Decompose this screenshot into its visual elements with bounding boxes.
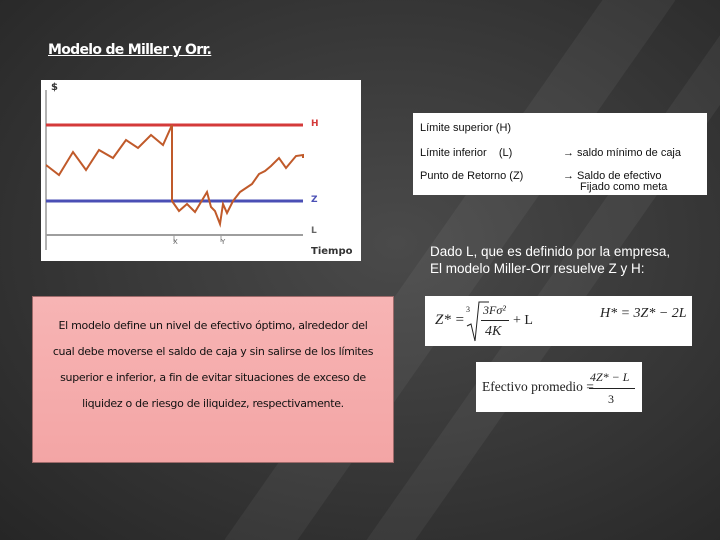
lower-limit-text: Límite inferior (L) — [420, 147, 513, 159]
return-point-text: Punto de Retorno (Z) — [420, 170, 524, 182]
formula-average-cash — [476, 362, 642, 412]
arrow-icon: → — [563, 170, 574, 182]
description-line: cual debe moverse el saldo de caja y sin salirse de los límites — [52, 345, 374, 358]
fraction-bar — [481, 320, 509, 321]
formula-z-h — [425, 296, 692, 346]
description-line: El modelo define un nivel de efectivo óptimo, alrededor del — [58, 319, 368, 332]
average-cash-numerator: 4Z* − L — [590, 370, 630, 384]
h-star-formula: H* = 3Z* − 2L — [600, 306, 687, 321]
arrow-icon: → — [563, 147, 574, 159]
model-description-box — [32, 296, 394, 463]
average-cash-denominator: 3 — [608, 392, 614, 406]
cash-balance-path — [46, 125, 303, 224]
y-axis-label: $ — [51, 82, 58, 93]
label-z: Z — [311, 195, 318, 205]
model-explanation-line1: Dado L, que es definido por la empresa, — [430, 244, 671, 259]
z-denominator: 4K — [485, 324, 502, 339]
model-explanation — [430, 243, 700, 277]
upper-limit-text: Límite superior (H) — [420, 122, 512, 134]
z-star-lhs: Z* = — [435, 312, 465, 328]
average-cash-label: Efectivo promedio = — [482, 379, 594, 394]
lower-limit-note: → saldo mínimo de caja — [563, 147, 681, 159]
slide-title: Modelo de Miller y Orr. — [48, 42, 212, 58]
miller-orr-chart — [41, 80, 361, 261]
model-explanation-line2: El modelo Miller-Orr resuelve Z y H: — [430, 261, 645, 276]
label-h: H — [311, 119, 319, 129]
model-description — [41, 313, 385, 417]
root-index: 3 — [466, 305, 470, 314]
label-point-y: Y — [221, 238, 226, 246]
plus-l: + L — [513, 313, 533, 328]
description-line: liquidez o de riesgo de iliquidez, respectivamente. — [82, 397, 344, 410]
return-point-note: → Saldo de efectivo — [563, 170, 662, 182]
x-axis-label: Tiempo — [311, 246, 353, 257]
label-l: L — [311, 226, 317, 236]
z-numerator: 3Fσ² — [483, 303, 506, 317]
return-point-note-line2: Fijado como meta — [580, 181, 668, 193]
description-line: superior e inferior, a fin de evitar situaciones de exceso de — [60, 371, 366, 384]
fraction-bar — [589, 388, 635, 389]
label-point-x: X — [173, 238, 178, 246]
